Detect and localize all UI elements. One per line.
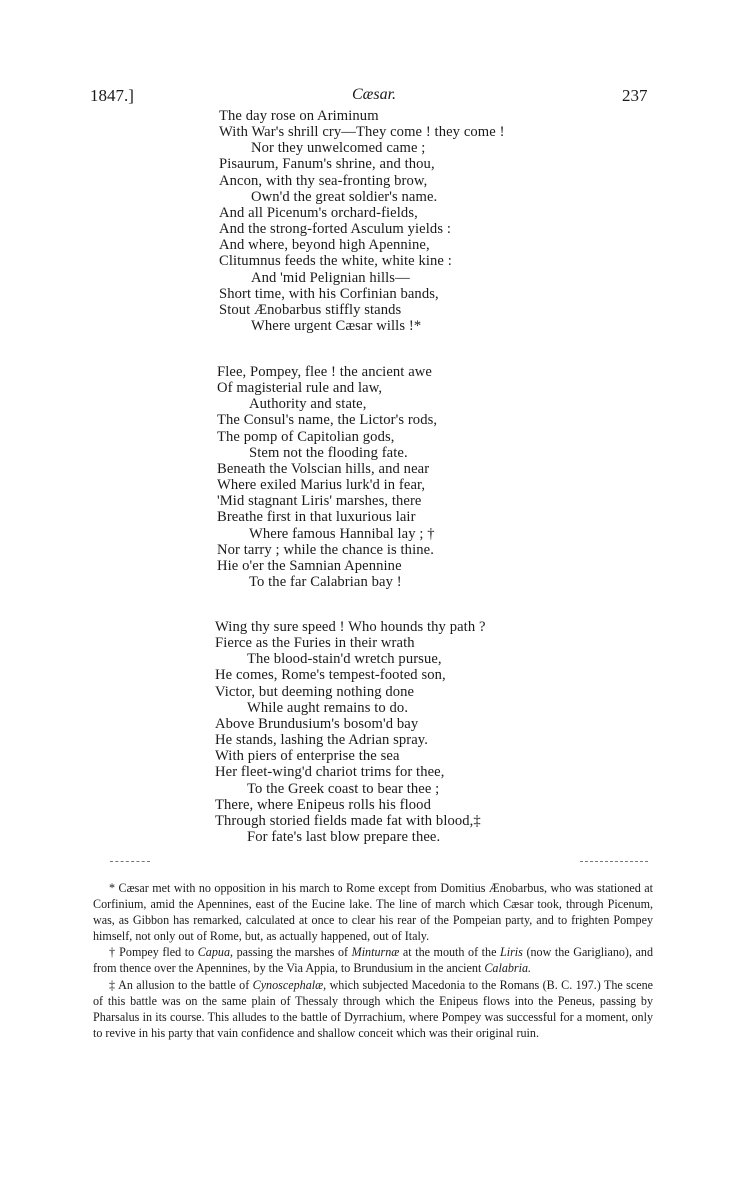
poem-line: Own'd the great soldier's name.	[251, 188, 438, 205]
poem-line: Beneath the Volscian hills, and near	[217, 460, 430, 477]
poem-line: Above Brundusium's bosom'd bay	[215, 715, 419, 732]
poem-line: To the far Calabrian bay !	[249, 574, 402, 591]
footnote-text: Pompey fled to	[119, 945, 198, 960]
poem-line: And the strong-forted Asculum yields :	[219, 221, 451, 238]
poem-line: Nor tarry ; while the chance is thine.	[217, 541, 434, 558]
poem-line: There, where Enipeus rolls his flood	[215, 796, 431, 813]
poem-line: Victor, but deeming nothing done	[215, 683, 415, 700]
poem-line: Stout Ænobarbus stiffly stands	[219, 301, 402, 318]
footnote-text: (now the Garigliano), and from thence over the Apennines, by the Via Appia, to Brundusium in the ancient	[93, 945, 654, 976]
poem-line: And 'mid Pelignian hills—	[251, 269, 410, 286]
stanza-3	[215, 619, 486, 845]
poem-line: The blood-stain'd wretch pursue,	[247, 651, 442, 668]
poem-line: Stem not the flooding fate.	[249, 444, 408, 461]
footnote-text: Cynoscephalæ,	[252, 977, 327, 992]
poem-line: And all Picenum's orchard-fields,	[219, 204, 418, 221]
poem-line: Clitumnus feeds the white, white kine :	[219, 253, 452, 270]
poem-line: Wing thy sure speed ! Who hounds thy path ?	[215, 619, 486, 635]
footnote-text: which subjected Macedonia to the Romans (B. C. 197.) The scene of this battle was on the same plain of Thessaly through which the Enipeus flows into the Peneus, passing by Pharsalus in its course. This alludes to the battle of Dyrrachium, where Pompey was successful for a moment, only to revive in his party that vain confidence and shallow conceit which was their original ruin.	[93, 977, 654, 1040]
footnote-text: Liris	[500, 945, 523, 960]
poem-line: He stands, lashing the Adrian spray.	[215, 732, 429, 749]
poem-line: The Consul's name, the Lictor's rods,	[217, 412, 438, 429]
poem-line: Short time, with his Corfinian bands,	[219, 285, 439, 302]
poem-line: Her fleet-wing'd chariot trims for thee,	[215, 764, 445, 781]
poem-line: While aught remains to do.	[247, 699, 409, 716]
footnote	[93, 977, 653, 1041]
header-year: 1847.]	[90, 86, 134, 105]
poem-line: Flee, Pompey, flee ! the ancient awe	[217, 364, 432, 380]
poem-line: With War's shrill cry—They come ! they come !	[219, 124, 505, 141]
poem-line: Where exiled Marius lurk'd in fear,	[217, 477, 426, 494]
footnote-text: Capua,	[197, 945, 234, 960]
stanza-2	[217, 364, 437, 590]
footnote-rule-right	[580, 861, 648, 862]
footnote	[93, 880, 653, 944]
stanza-1	[219, 108, 505, 334]
footnote-mark: ‡	[109, 977, 116, 992]
running-title: Cæsar.	[352, 86, 397, 103]
poem-line: And where, beyond high Apennine,	[219, 237, 430, 254]
poem-line: With piers of enterprise the sea	[215, 748, 400, 765]
footnote-text: Calabria.	[484, 961, 532, 976]
poem-line: The day rose on Ariminum	[219, 108, 379, 124]
poem-line: Pisaurum, Fanum's shrine, and thou,	[219, 156, 435, 173]
poem-line: For fate's last blow prepare thee.	[247, 829, 441, 846]
footnote-text: passing the marshes of	[233, 945, 352, 960]
footnotes	[93, 880, 653, 1041]
footnote	[93, 944, 653, 976]
footnote-mark: *	[109, 881, 116, 895]
poem-line: Where urgent Cæsar wills !*	[251, 318, 422, 335]
footnote-text: Cæsar met with no opposition in his march to Rome except from Domitius Ænobarbus, who was stationed at Corfinium, amid the Apennines, east of the Eucine lake. The line of march which Cæsar took, through Picenum, was, as Gibbon has remarked, calculated at once to clear his rear of the Pompeian party, and to frighten Pompey himself, not only out of Rome, but, as actually happened, out of Italy.	[93, 881, 653, 944]
footnote-mark: †	[109, 945, 116, 960]
poem-line: 'Mid stagnant Liris' marshes, there	[217, 493, 422, 510]
poem-line: Nor they unwelcomed came ;	[251, 140, 426, 157]
poem-line: Authority and state,	[249, 396, 367, 413]
footnote-rule-left	[110, 861, 150, 862]
footnote-text: An allusion to the battle of	[118, 977, 253, 992]
footnote-text: Minturnæ	[351, 945, 400, 960]
poem-line: Hie o'er the Samnian Apennine	[217, 557, 402, 574]
poem-line: Breathe first in that luxurious lair	[217, 509, 416, 526]
running-header	[0, 86, 749, 110]
poem-line: The pomp of Capitolian gods,	[217, 428, 395, 445]
page-number: 237	[622, 86, 648, 105]
poem-line: Where famous Hannibal lay ; †	[249, 525, 435, 542]
poem-line: Of magisterial rule and law,	[217, 380, 383, 397]
poem-line: He comes, Rome's tempest-footed son,	[215, 667, 446, 684]
poem-line: Through storied fields made fat with blood,‡	[215, 812, 481, 829]
footnote-text: at the mouth of the	[399, 945, 501, 960]
poem-line: To the Greek coast to bear thee ;	[247, 780, 440, 797]
poem-line: Fierce as the Furies in their wrath	[215, 635, 415, 652]
poem-line: Ancon, with thy sea-fronting brow,	[219, 172, 428, 189]
